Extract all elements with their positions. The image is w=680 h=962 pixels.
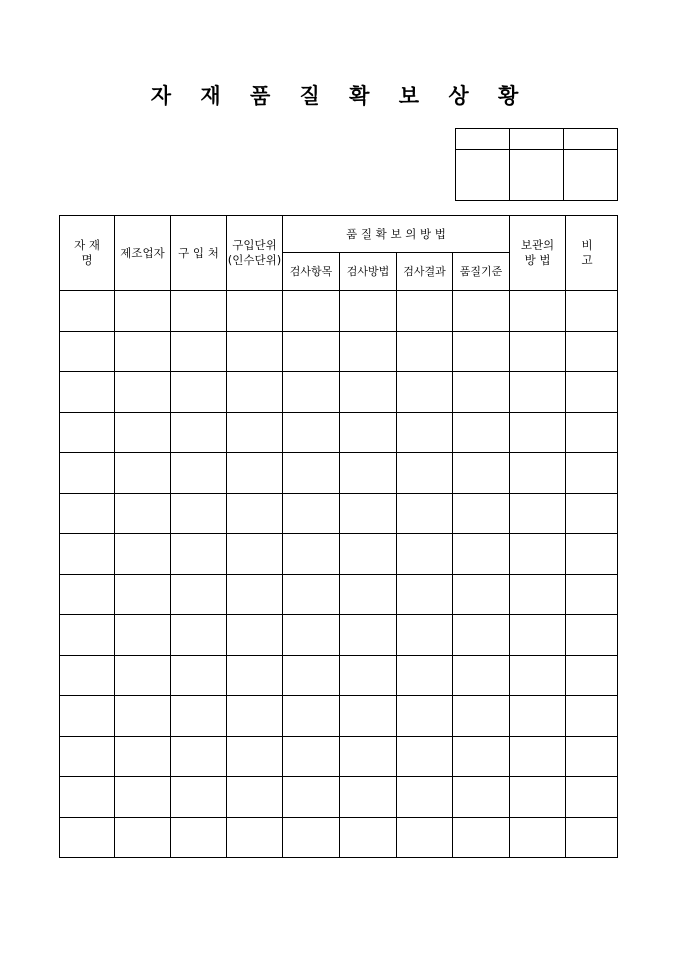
table-cell[interactable] [283,736,340,777]
table-cell[interactable] [397,615,453,656]
table-cell[interactable] [227,574,283,615]
table-cell[interactable] [60,534,115,575]
table-cell[interactable] [453,655,510,696]
table-cell[interactable] [340,534,397,575]
table-cell[interactable] [227,372,283,413]
table-cell[interactable] [453,372,510,413]
table-cell[interactable] [115,696,171,737]
table-cell[interactable] [566,655,618,696]
table-cell[interactable] [283,696,340,737]
table-cell[interactable] [60,817,115,858]
table-cell[interactable] [171,331,227,372]
table-cell[interactable] [397,372,453,413]
table-cell[interactable] [453,493,510,534]
table-cell[interactable] [171,291,227,332]
table-cell[interactable] [453,453,510,494]
table-cell[interactable] [340,372,397,413]
header-purchase-unit [227,216,283,291]
table-cell[interactable] [227,777,283,818]
table-cell[interactable] [115,574,171,615]
table-cell[interactable] [510,574,566,615]
table-cell[interactable] [453,817,510,858]
table-cell[interactable] [397,574,453,615]
table-cell[interactable] [397,493,453,534]
table-cell[interactable] [60,574,115,615]
table-cell[interactable] [566,777,618,818]
table-row [60,453,618,494]
table-cell[interactable] [115,736,171,777]
table-row [60,615,618,656]
header-storage-line2: 방 법 [524,253,551,267]
table-cell[interactable] [510,817,566,858]
table-cell[interactable] [227,615,283,656]
table-cell[interactable] [397,696,453,737]
approval-sign-cell[interactable] [510,150,564,201]
table-cell[interactable] [171,777,227,818]
table-cell[interactable] [60,777,115,818]
table-cell[interactable] [171,615,227,656]
table-cell[interactable] [510,736,566,777]
table-row [60,817,618,858]
table-cell[interactable] [340,777,397,818]
table-cell[interactable] [171,655,227,696]
table-cell[interactable] [171,817,227,858]
table-cell[interactable] [340,291,397,332]
table-cell[interactable] [60,372,115,413]
table-row [60,372,618,413]
table-row [60,493,618,534]
table-cell[interactable] [510,331,566,372]
table-row [60,412,618,453]
header-quality-method: 품 질 확 보 의 방 법 [283,216,510,253]
table-cell[interactable] [115,291,171,332]
table-cell[interactable] [115,615,171,656]
table-cell[interactable] [453,291,510,332]
table-cell[interactable] [283,574,340,615]
table-cell[interactable] [115,412,171,453]
table-cell[interactable] [340,453,397,494]
table-cell[interactable] [115,493,171,534]
table-cell[interactable] [453,736,510,777]
table-cell[interactable] [171,574,227,615]
table-cell[interactable] [397,736,453,777]
table-cell[interactable] [60,493,115,534]
approval-header-cell[interactable] [564,129,618,150]
table-cell[interactable] [453,412,510,453]
table-cell[interactable] [340,736,397,777]
table-cell[interactable] [340,331,397,372]
table-cell[interactable] [115,372,171,413]
table-cell[interactable] [397,291,453,332]
header-inspection-result: 검사결과 [397,253,453,291]
header-inspection-item: 검사항목 [283,253,340,291]
table-cell[interactable] [510,534,566,575]
table-cell[interactable] [340,615,397,656]
table-cell[interactable] [566,817,618,858]
table-cell[interactable] [397,777,453,818]
table-cell[interactable] [453,615,510,656]
table-cell[interactable] [283,493,340,534]
table-cell[interactable] [171,453,227,494]
table-cell[interactable] [283,412,340,453]
table-cell[interactable] [340,493,397,534]
table-row [60,574,618,615]
table-cell[interactable] [340,696,397,737]
header-remarks: 비 고 [566,216,618,291]
table-cell[interactable] [340,574,397,615]
table-cell[interactable] [566,453,618,494]
approval-sign-cell[interactable] [456,150,510,201]
table-cell[interactable] [283,655,340,696]
table-cell[interactable] [566,372,618,413]
table-cell[interactable] [566,412,618,453]
header-purchase-unit-line2: (인수단위) [227,253,282,267]
table-cell[interactable] [566,493,618,534]
table-cell[interactable] [510,696,566,737]
table-cell[interactable] [510,615,566,656]
table-cell[interactable] [397,331,453,372]
table-cell[interactable] [283,372,340,413]
table-cell[interactable] [283,453,340,494]
header-material-name [60,216,115,291]
table-cell[interactable] [453,534,510,575]
table-cell[interactable] [171,493,227,534]
table-cell[interactable] [510,777,566,818]
table-cell[interactable] [566,696,618,737]
table-row [60,534,618,575]
header-manufacturer: 제조업자 [115,216,171,291]
header-storage-method [510,216,566,291]
header-purchase-unit-line1: 구입단위 [232,238,277,252]
header-storage-line1: 보관의 [520,238,555,252]
table-cell[interactable] [227,493,283,534]
table-cell[interactable] [397,817,453,858]
table-cell[interactable] [171,372,227,413]
table-cell[interactable] [227,291,283,332]
table-cell[interactable] [566,291,618,332]
table-cell[interactable] [283,331,340,372]
table-cell[interactable] [115,331,171,372]
table-cell[interactable] [566,615,618,656]
table-cell[interactable] [60,736,115,777]
quality-table [59,215,618,858]
table-cell[interactable] [510,412,566,453]
table-cell[interactable] [227,655,283,696]
table-cell[interactable] [227,331,283,372]
table-cell[interactable] [397,453,453,494]
table-cell[interactable] [60,291,115,332]
table-row [60,331,618,372]
table-row [60,777,618,818]
header-material-name-line1: 자 재 [74,238,100,252]
approval-header-cell[interactable] [456,129,510,150]
table-cell[interactable] [566,331,618,372]
page-title: 자 재 품 질 확 보 상 황 [150,83,530,108]
approval-box [455,128,618,201]
table-cell[interactable] [171,534,227,575]
table-cell[interactable] [510,291,566,332]
table-cell[interactable] [340,817,397,858]
table-cell[interactable] [115,534,171,575]
table-cell[interactable] [227,817,283,858]
table-cell[interactable] [115,453,171,494]
approval-header-cell[interactable] [510,129,564,150]
approval-sign-cell[interactable] [564,150,618,201]
table-row [60,736,618,777]
table-cell[interactable] [397,655,453,696]
table-cell[interactable] [60,453,115,494]
table-cell[interactable] [115,777,171,818]
table-cell[interactable] [453,331,510,372]
table-cell[interactable] [227,696,283,737]
table-cell[interactable] [171,696,227,737]
table-cell[interactable] [397,534,453,575]
header-material-name-line2: 명 [81,253,93,267]
table-cell[interactable] [510,453,566,494]
table-cell[interactable] [171,736,227,777]
table-cell[interactable] [397,412,453,453]
table-cell[interactable] [510,493,566,534]
header-quality-standard: 품질기준 [453,253,510,291]
table-cell[interactable] [510,655,566,696]
table-cell[interactable] [227,412,283,453]
table-cell[interactable] [566,574,618,615]
table-cell[interactable] [60,615,115,656]
table-cell[interactable] [283,777,340,818]
table-cell[interactable] [60,331,115,372]
table-cell[interactable] [227,534,283,575]
table-cell[interactable] [227,453,283,494]
table-cell[interactable] [60,655,115,696]
table-cell[interactable] [171,412,227,453]
table-cell[interactable] [340,655,397,696]
table-cell[interactable] [453,574,510,615]
table-cell[interactable] [283,615,340,656]
table-cell[interactable] [510,372,566,413]
header-inspection-method: 검사방법 [340,253,397,291]
table-cell[interactable] [227,736,283,777]
table-cell[interactable] [115,655,171,696]
table-cell[interactable] [283,291,340,332]
table-cell[interactable] [340,412,397,453]
header-purchase-from: 구 입 처 [171,216,227,291]
table-body [60,291,618,858]
table-row [60,655,618,696]
table-row [60,291,618,332]
table-cell[interactable] [115,817,171,858]
table-cell[interactable] [453,777,510,818]
table-cell[interactable] [283,534,340,575]
table-cell[interactable] [283,817,340,858]
table-cell[interactable] [566,534,618,575]
table-cell[interactable] [60,412,115,453]
table-row [60,696,618,737]
table-cell[interactable] [453,696,510,737]
table-cell[interactable] [60,696,115,737]
table-cell[interactable] [566,736,618,777]
